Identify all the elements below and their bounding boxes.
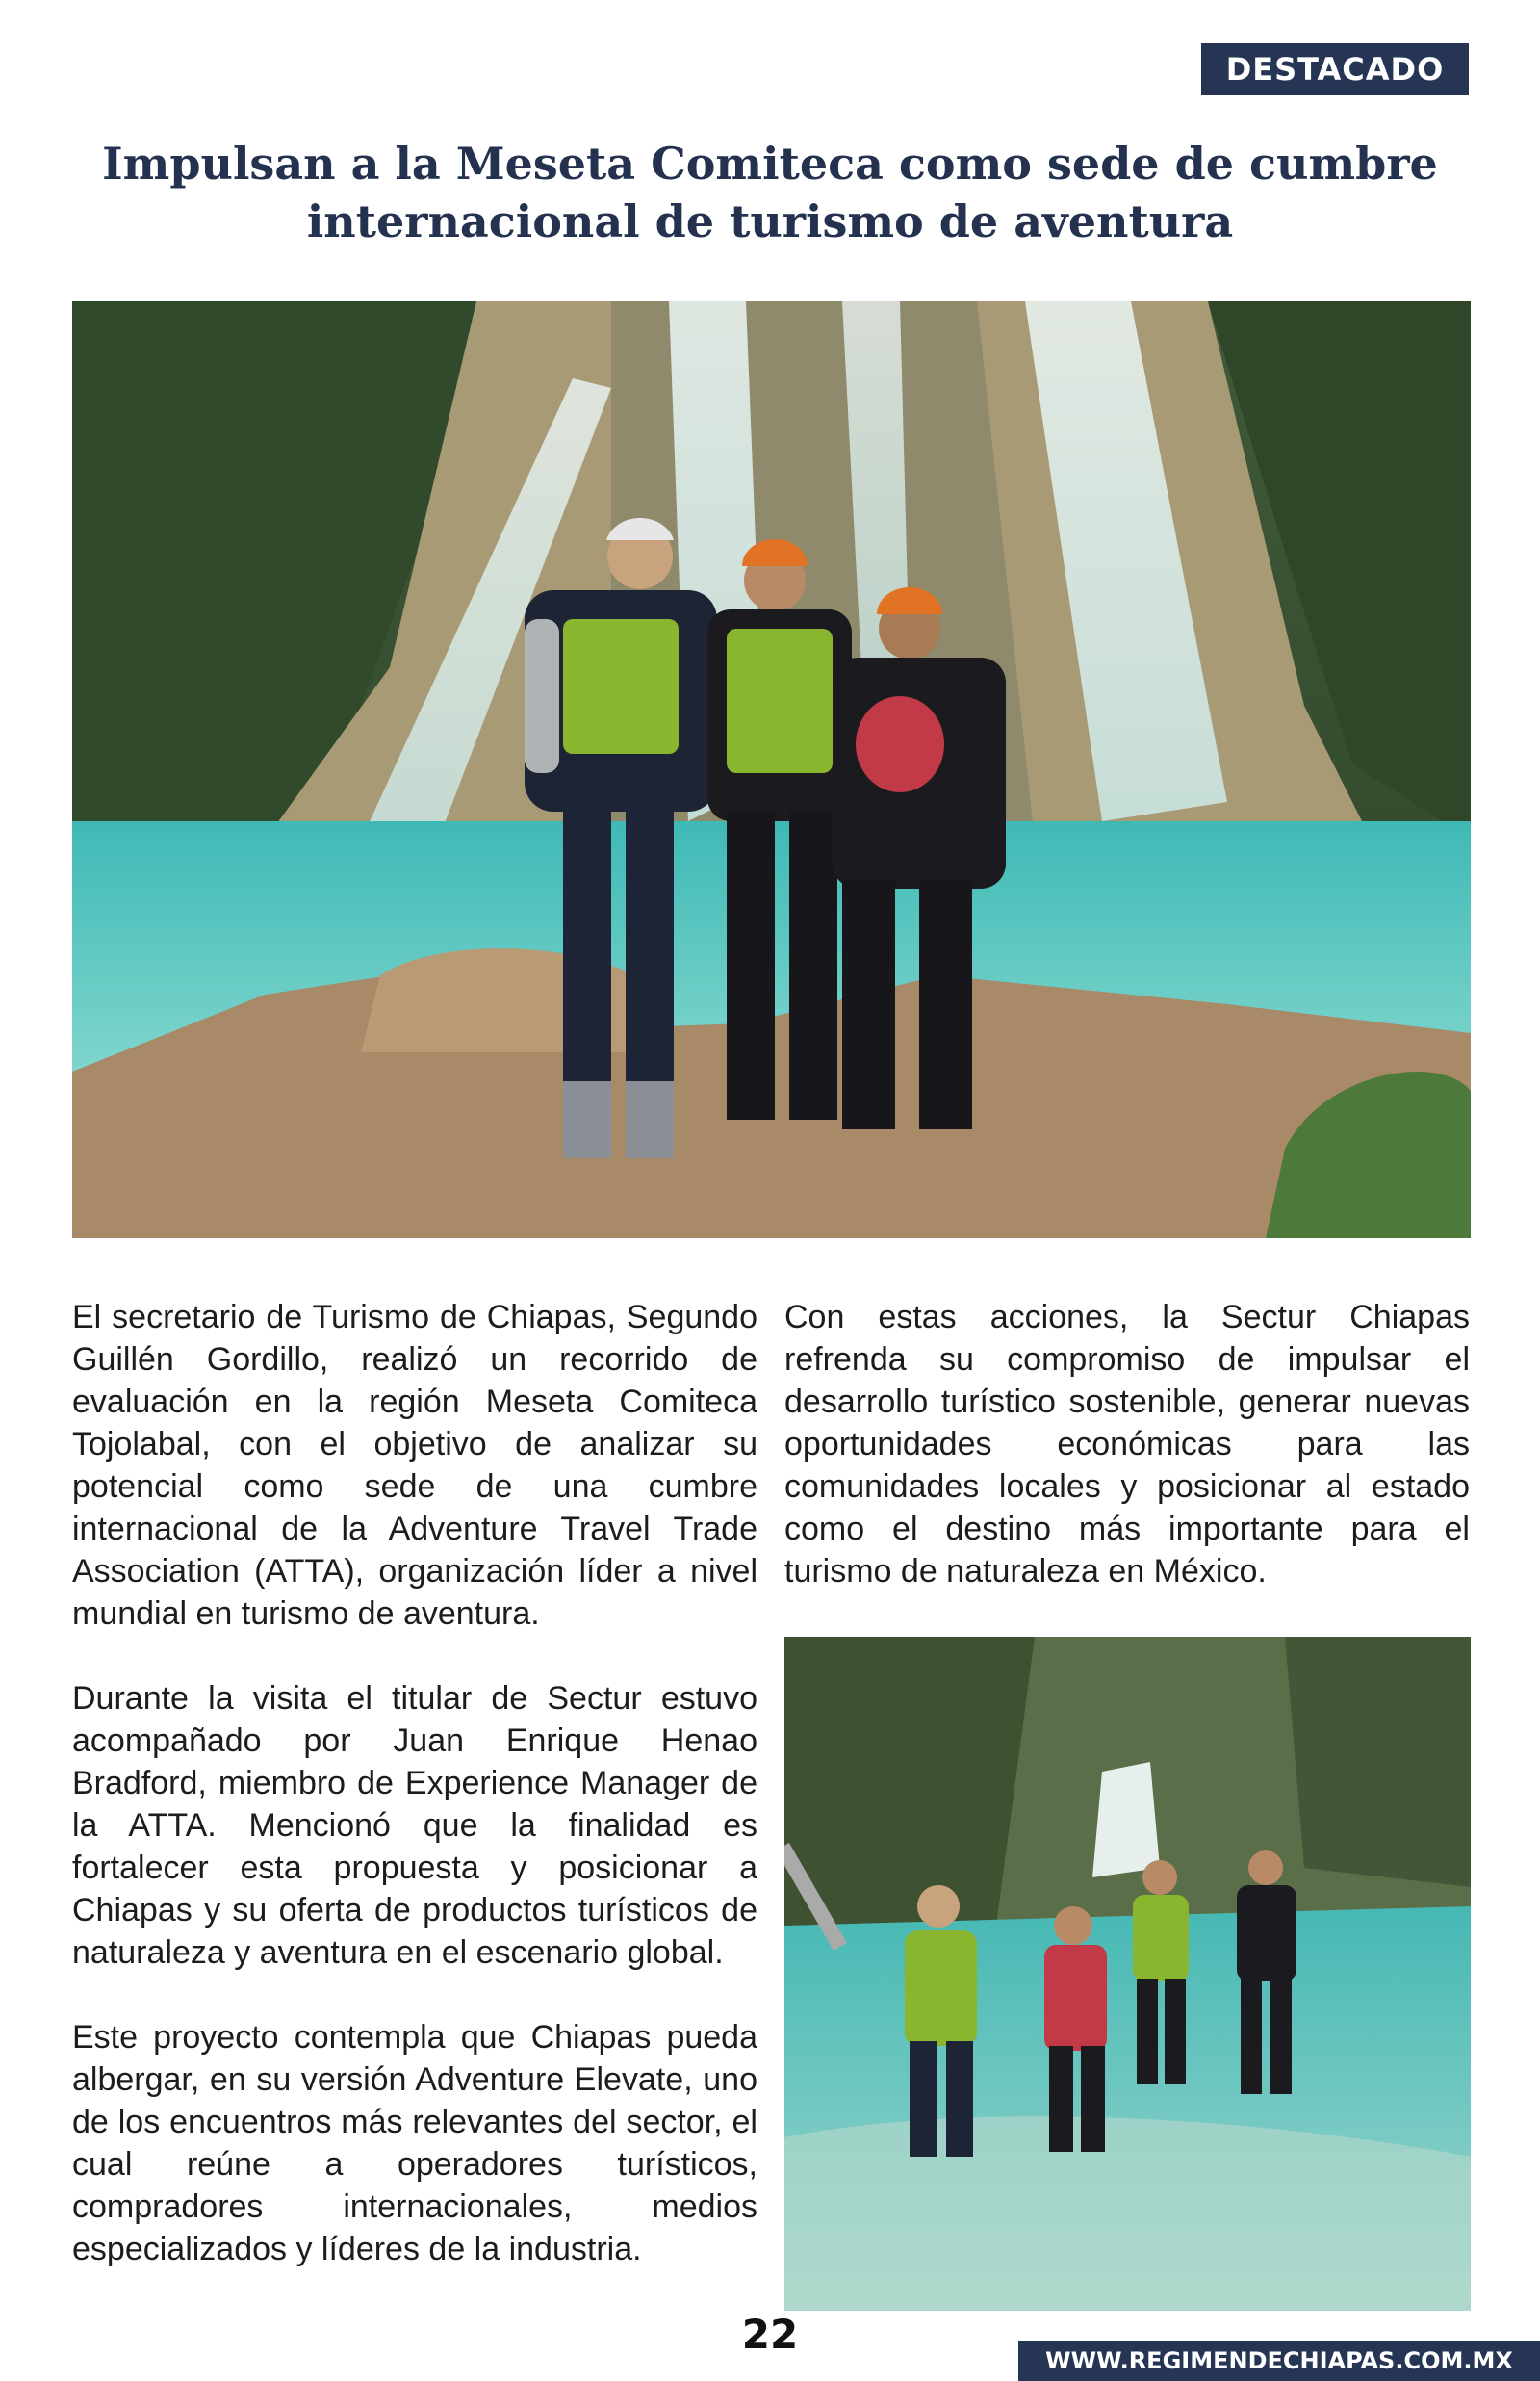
article-title: Impulsan a la Meseta Comiteca como sede de cumbre internacional de turismo de aventura bbox=[102, 138, 1438, 247]
paragraph: El secretario de Turismo de Chiapas, Segundo Guillén Gordillo, realizó un recorrido de evaluación en la región Meseta Comiteca Tojolabal, con el objetivo de analizar su potencial como sede de una cumbre internacional de la Adventure Travel Trade Association (ATTA), organización líder a nivel mundial en turismo de aventura. bbox=[72, 1299, 757, 1632]
paragraph: Este proyecto contempla que Chiapas pueda albergar, en su versión Adventure Elevate, uno de los encuentros más relevantes del sector, el cual reúne a operadores turísticos, compradores internacionales, medios especializados y líderes de la industria. bbox=[72, 2019, 757, 2267]
river-scene-image bbox=[784, 1637, 1471, 2311]
paragraph: Con estas acciones, la Sectur Chiapas refrenda su compromiso de impulsar el desarrollo turístico sostenible, generar nuevas oportunidades económicas para las comunidades locales y posicionar al estado como el destino más importante para el turismo de naturaleza en México. bbox=[784, 1299, 1470, 1590]
page-number: 22 bbox=[741, 2311, 799, 2358]
section-tag: DESTACADO bbox=[1201, 43, 1469, 95]
article-column-right bbox=[784, 1296, 1470, 1635]
website-footer: WWW.REGIMENDECHIAPAS.COM.MX bbox=[1018, 2341, 1540, 2381]
waterfall-scene-image bbox=[72, 301, 1471, 1238]
secondary-photo bbox=[784, 1637, 1471, 2311]
main-photo bbox=[72, 301, 1471, 1238]
paragraph: Durante la visita el titular de Sectur estuvo acompañado por Juan Enrique Henao Bradford, miembro de Experience Manager de la ATTA. Mencionó que la finalidad es fortalecer esta propuesta y posicionar a Chiapas y su oferta de productos turísticos de naturaleza y aventura en el escenario global. bbox=[72, 1680, 757, 1971]
article-column-left bbox=[72, 1296, 757, 2313]
